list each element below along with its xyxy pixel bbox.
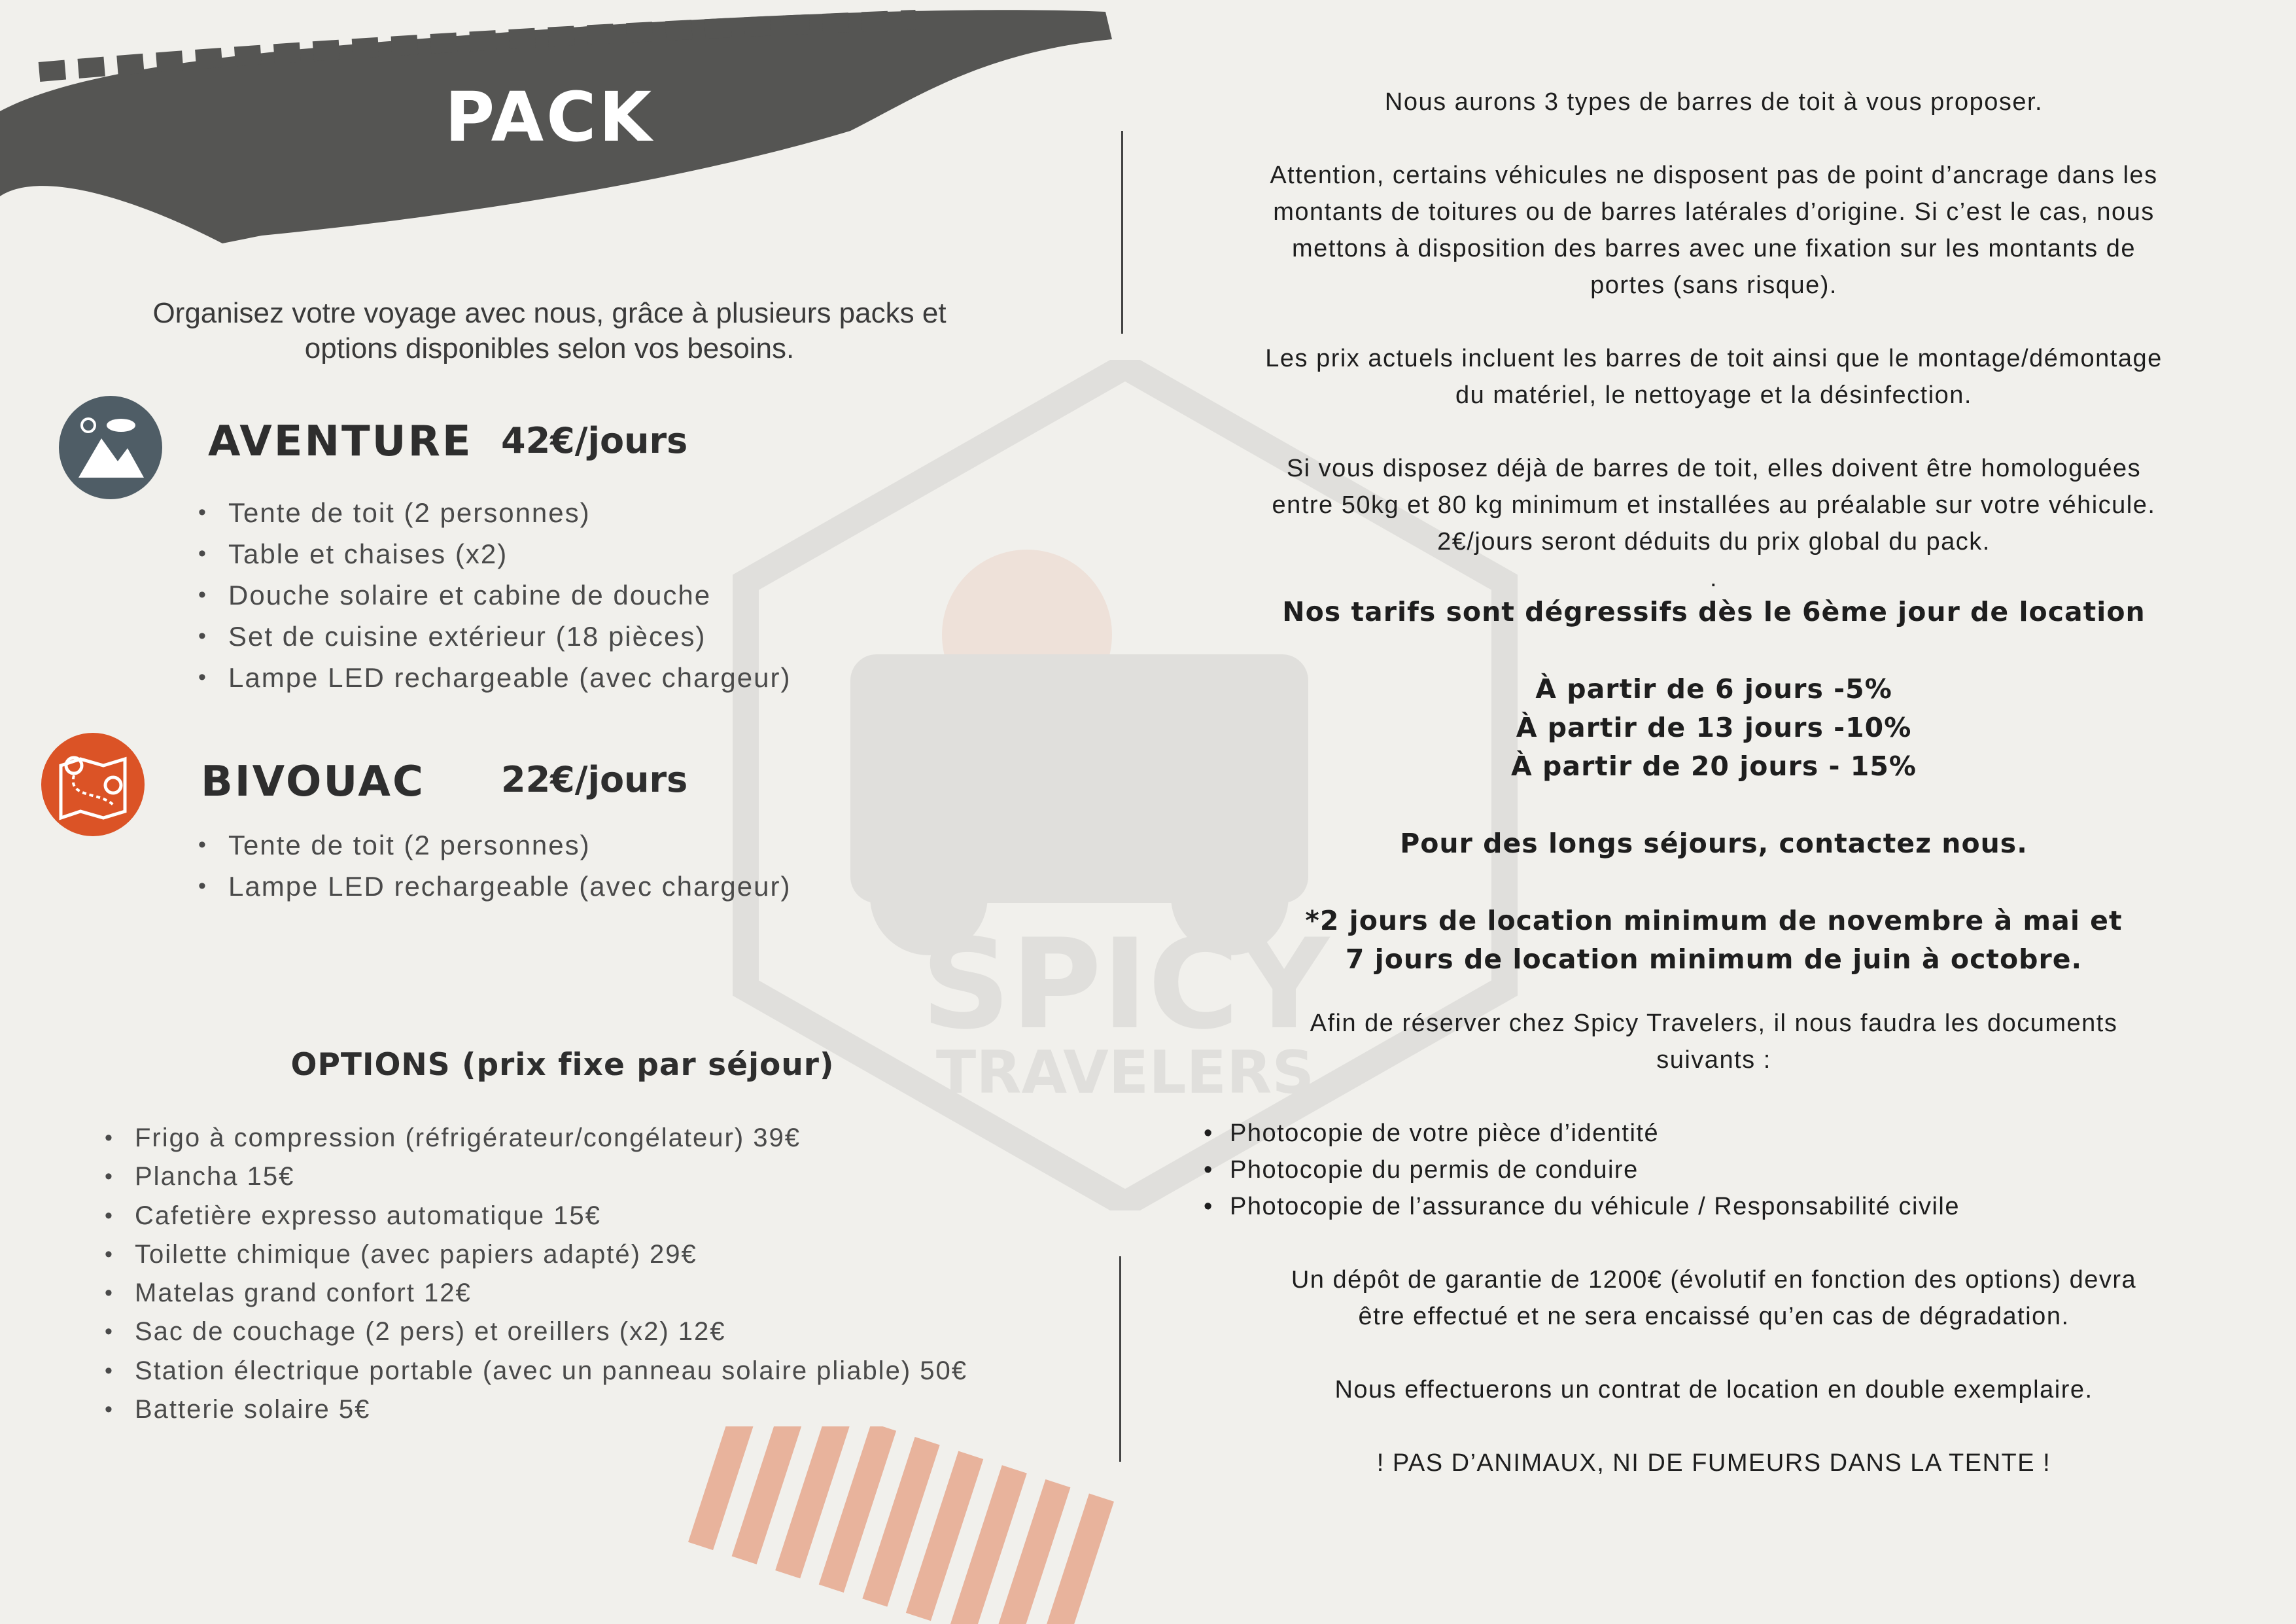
divider <box>1121 131 1123 334</box>
divider <box>1119 1256 1121 1462</box>
own-bars-text: Si vous disposez déjà de barres de toit, elles doivent être homologuées entre 50kg et 80 kg minimum et installées au préalable sur votre véhicule. 2€/jours seront déduits du prix global du pack. . <box>1272 455 2156 592</box>
list-item: • Sac de couchage (2 pers) et oreillers (x2) 12€ <box>135 1313 967 1351</box>
list-item: • Photocopie de votre pièce d’identité <box>1230 1115 2237 1152</box>
intro-text: Organisez votre voyage avec nous, grâce à plusieurs packs et options disponibles selon vos besoins. <box>152 297 947 364</box>
list-item: • Frigo à compression (réfrigérateur/congélateur) 39€ <box>135 1119 967 1157</box>
discounts-text: À partir de 6 jours -5% À partir de 13 jours -10% À partir de 20 jours - 15% <box>1511 673 1917 782</box>
map-pin-route-icon <box>41 733 145 836</box>
list-item: • Plancha 15€ <box>135 1157 967 1196</box>
list-item: • Douche solaire et cabine de douche <box>228 574 791 616</box>
documents-intro: Afin de réserver chez Spicy Travelers, il nous faudra les documents suivants : <box>1310 1010 2118 1074</box>
page-title: PACK <box>444 77 655 157</box>
options-list <box>135 1119 967 1429</box>
mountain-weather-icon <box>59 396 162 499</box>
list-item: • Table et chaises (x2) <box>228 533 791 574</box>
attention-text: Attention, certains véhicules ne disposent pas de point d’ancrage dans les montants de toitures ou de barres latérales d’origine. Si c’est le cas, nous mettons à disposition des barres avec une fixation sur les montants de portes (sans risque). <box>1270 162 2158 299</box>
list-item: • Photocopie de l’assurance du véhicule / Responsabilité civile <box>1230 1188 2237 1225</box>
pack-title-aventure: AVENTURE <box>208 417 473 466</box>
roof-bars-text: Nous aurons 3 types de barres de toit à vous proposer. <box>1384 88 2044 116</box>
deposit-text: Un dépôt de garantie de 1200€ (évolutif en fonction des options) devra être effectué et ne sera encaissé qu’en cas de dégradation. <box>1291 1266 2137 1330</box>
list-item: • Tente de toit (2 personnes) <box>228 492 791 533</box>
svg-text:SPICY: SPICY <box>921 912 1329 1057</box>
list-item: • Matelas grand confort 12€ <box>135 1274 967 1313</box>
warning-text: ! PAS D’ANIMAUX, NI DE FUMEURS DANS LA TENTE ! <box>1376 1449 2051 1477</box>
degressive-rates-text: Nos tarifs sont dégressifs dès le 6ème jour de location <box>1282 596 2146 627</box>
list-item: • Lampe LED rechargeable (avec chargeur) <box>228 866 791 907</box>
pack-title-bivouac: BIVOUAC <box>201 758 425 806</box>
list-item: • Batterie solaire 5€ <box>135 1390 967 1429</box>
svg-text:TRAVELERS: TRAVELERS <box>935 1038 1315 1107</box>
options-title: OPTIONS (prix fixe par séjour) <box>290 1047 835 1083</box>
contract-text: Nous effectuerons un contrat de location en double exemplaire. <box>1334 1376 2093 1403</box>
pack-items-bivouac <box>228 824 791 907</box>
pack-items-aventure <box>228 492 791 698</box>
pack-price-bivouac: 22€/jours <box>501 759 688 800</box>
list-item: • Lampe LED rechargeable (avec chargeur) <box>228 657 791 698</box>
minimum-rental-text: *2 jours de location minimum de novembre à mai et 7 jours de location minimum de juin à octobre. <box>1305 905 2123 975</box>
list-item: • Photocopie du permis de conduire <box>1230 1152 2237 1188</box>
documents-list <box>1230 1115 2237 1225</box>
list-item: • Cafetière expresso automatique 15€ <box>135 1197 967 1235</box>
list-item: • Set de cuisine extérieur (18 pièces) <box>228 616 791 657</box>
pack-price-aventure: 42€/jours <box>501 420 688 461</box>
long-stays-text: Pour des longs séjours, contactez nous. <box>1400 828 2028 859</box>
prices-include-text: Les prix actuels incluent les barres de toit ainsi que le montage/démontage du matériel, le nettoyage et la désinfection. <box>1265 345 2163 409</box>
list-item: • Toilette chimique (avec papiers adapté) 29€ <box>135 1235 967 1274</box>
list-item: • Station électrique portable (avec un panneau solaire pliable) 50€ <box>135 1352 967 1390</box>
list-item: • Tente de toit (2 personnes) <box>228 824 791 866</box>
info-column <box>1191 84 2237 1518</box>
